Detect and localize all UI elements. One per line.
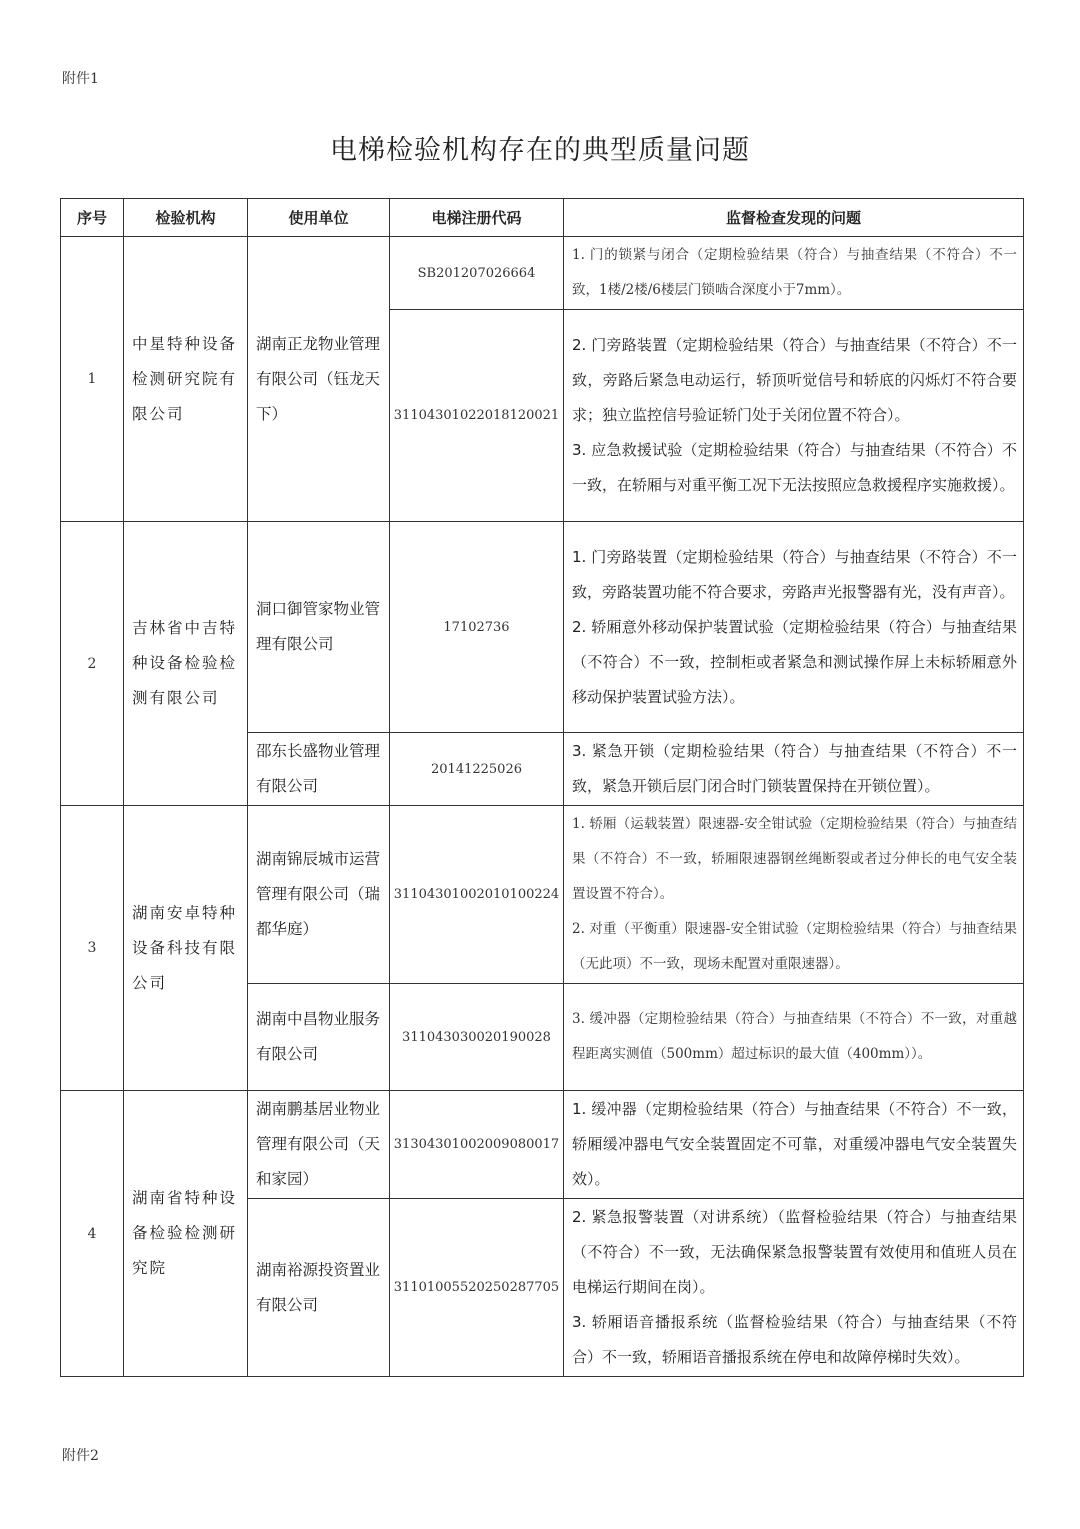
issue-text: 3. 缓冲器（定期检验结果（符合）与抽查结果（不符合）不一致，对重越程距离实测值（500mm）超过标识的最大值（400mm））。 <box>572 1011 1017 1062</box>
issue-text: 2. 对重（平衡重）限速器-安全钳试验（定期检验结果（符合）与抽查结果（无此项）不一致，现场未配置对重限速器）。 <box>572 921 1017 972</box>
user-unit: 湖南鹏基居业物业管理有限公司（天和家园） <box>248 1091 390 1199</box>
inspection-org: 湖南安卓特种设备科技有限公司 <box>124 806 248 1091</box>
issue-text: 2. 轿厢意外移动保护装置试验（定期检验结果（符合）与抽查结果（不符合）不一致，控制柜或者紧急和测试操作屏上未标轿厢意外移动保护装置试验方法）。 <box>572 617 1017 706</box>
issue-text: 2. 门旁路装置（定期检验结果（符合）与抽查结果（不符合）不一致，旁路后紧急电动运行，轿顶听觉信号和轿底的闪烁灯不符合要求；独立监控信号验证轿门处于关闭位置不符合）。 <box>572 336 1017 424</box>
attachment-label-top: 附件1 <box>62 71 99 87</box>
row-number: 1 <box>61 237 124 522</box>
user-unit: 湖南正龙物业管理有限公司（钰龙天下） <box>248 237 390 522</box>
issue-text: 3. 紧急开锁（定期检验结果（符合）与抽查结果（不符合）不一致，紧急开锁后层门闭合时门锁装置保持在开锁位置）。 <box>572 742 1017 795</box>
document-title: 电梯检验机构存在的典型质量问题 <box>330 135 750 166</box>
header-issues: 监督检查发现的问题 <box>564 199 1024 237</box>
elevator-code: 31104301002010100224 <box>390 806 564 984</box>
issues-cell <box>564 984 1024 1091</box>
user-unit: 邵东长盛物业管理有限公司 <box>248 733 390 806</box>
elevator-code: 17102736 <box>390 522 564 733</box>
issues-table <box>60 198 1024 1377</box>
issue-text: 2. 紧急报警装置（对讲系统）（监督检验结果（符合）与抽查结果（不符合）不一致，无法确保紧急报警装置有效使用和值班人员在电梯运行期间在岗）。 <box>572 1208 1017 1296</box>
issues-cell <box>564 522 1024 733</box>
user-unit: 湖南锦辰城市运营管理有限公司（瑞都华庭） <box>248 806 390 984</box>
header-unit: 使用单位 <box>248 199 390 237</box>
table-row <box>61 237 1024 310</box>
issue-text: 1. 门旁路装置（定期检验结果（符合）与抽查结果（不符合）不一致，旁路装置功能不符合要求，旁路声光报警器有光，没有声音）。 <box>572 547 1017 601</box>
elevator-code: 20141225026 <box>390 733 564 806</box>
table-row <box>61 522 1024 733</box>
attachment-label-bottom: 附件2 <box>62 1448 99 1464</box>
elevator-code: SB201207026664 <box>390 237 564 310</box>
row-number: 2 <box>61 522 124 806</box>
elevator-code: 311043030020190028 <box>390 984 564 1091</box>
elevator-code: 31304301002009080017 <box>390 1091 564 1199</box>
issue-text: 3. 应急救援试验（定期检验结果（符合）与抽查结果（不符合）不一致，在轿厢与对重平衡工况下无法按照应急救援程序实施救援）。 <box>572 441 1017 494</box>
header-org: 检验机构 <box>124 199 248 237</box>
issue-text: 1. 门的锁紧与闭合（定期检验结果（符合）与抽查结果（不符合）不一致，1楼/2楼/6楼层门锁啮合深度小于7mm）。 <box>572 247 1017 298</box>
row-number: 3 <box>61 806 124 1091</box>
row-number: 4 <box>61 1091 124 1377</box>
inspection-org: 吉林省中吉特种设备检验检测有限公司 <box>124 522 248 806</box>
user-unit: 洞口御管家物业管理有限公司 <box>248 522 390 733</box>
user-unit: 湖南中昌物业服务有限公司 <box>248 984 390 1091</box>
issue-text: 1. 轿厢（运载装置）限速器-安全钳试验（定期检验结果（符合）与抽查结果（不符合）不一致，轿厢限速器钢丝绳断裂或者过分伸长的电气安全装置设置不符合）。 <box>572 816 1017 902</box>
issues-cell <box>564 806 1024 984</box>
inspection-org: 湖南省特种设备检验检测研究院 <box>124 1091 248 1377</box>
header-no: 序号 <box>61 199 124 237</box>
inspection-org: 中星特种设备检测研究院有限公司 <box>124 237 248 522</box>
table-row <box>61 1091 1024 1199</box>
issues-cell <box>564 237 1024 310</box>
issues-cell <box>564 1091 1024 1199</box>
table-row <box>61 806 1024 984</box>
issues-cell <box>564 733 1024 806</box>
user-unit: 湖南裕源投资置业有限公司 <box>248 1199 390 1377</box>
issues-cell <box>564 310 1024 522</box>
issue-text: 3. 轿厢语音播报系统（监督检验结果（符合）与抽查结果（不符合）不一致，轿厢语音播报系统在停电和故障停梯时失效）。 <box>572 1313 1017 1366</box>
issue-text: 1. 缓冲器（定期检验结果（符合）与抽查结果（不符合）不一致，轿厢缓冲器电气安全装置固定不可靠，对重缓冲器电气安全装置失效）。 <box>572 1100 1017 1188</box>
elevator-code: 31101005520250287705 <box>390 1199 564 1377</box>
table-header-row <box>61 199 1024 237</box>
elevator-code: 31104301022018120021 <box>390 310 564 522</box>
issues-cell <box>564 1199 1024 1377</box>
header-code: 电梯注册代码 <box>390 199 564 237</box>
